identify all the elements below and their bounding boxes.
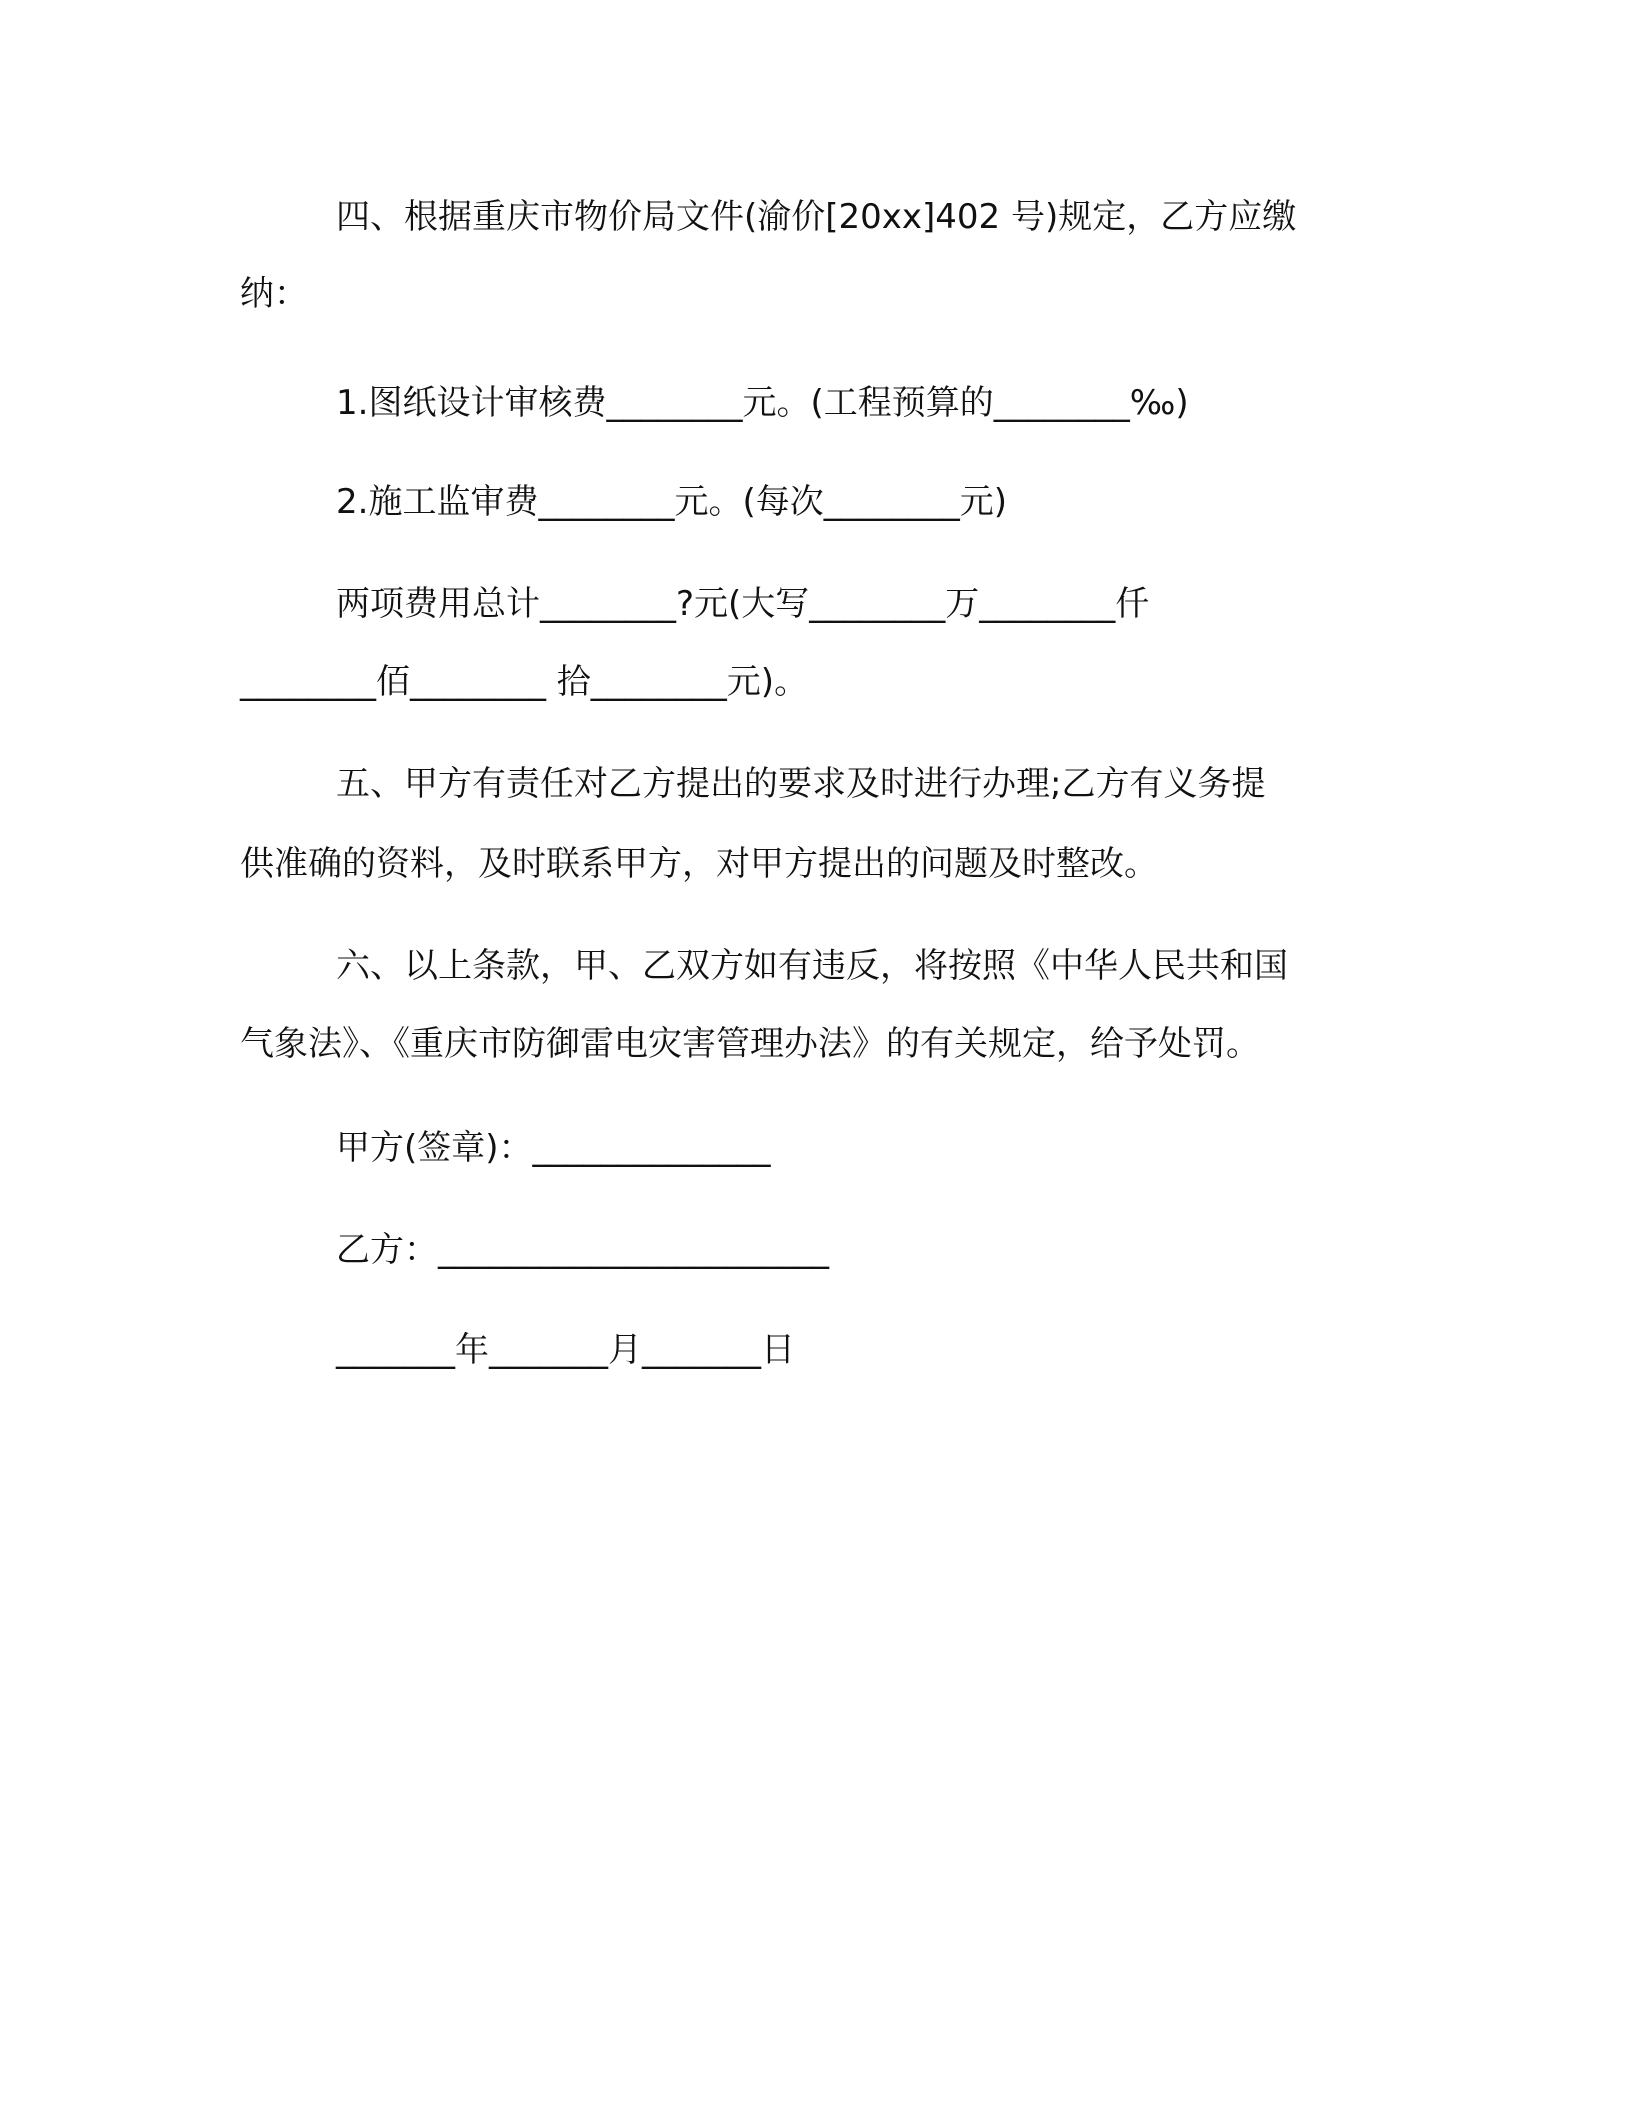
party-a-signature-line: 甲方(签章)：______________ xyxy=(336,1128,771,1168)
fee-total-line-2: ________佰________ 拾________元)。 xyxy=(240,662,809,702)
clause-6-line-2: 气象法》、《重庆市防御雷电灾害管理办法》的有关规定，给予处罚。 xyxy=(240,1024,1260,1064)
clause-5-line-2: 供准确的资料，及时联系甲方，对甲方提出的问题及时整改。 xyxy=(240,844,1158,884)
fee-item-2: 2.施工监审费________元。(每次________元) xyxy=(336,482,1007,522)
clause-4-line-1: 四、根据重庆市物价局文件(渝价[20xx]402 号)规定，乙方应缴 xyxy=(336,197,1297,237)
clause-6-line-1: 六、以上条款，甲、乙双方如有违反，将按照《中华人民共和国 xyxy=(336,946,1288,986)
clause-4-line-2: 纳： xyxy=(240,274,308,314)
fee-item-1: 1.图纸设计审核费________元。(工程预算的________‰) xyxy=(336,383,1189,423)
clause-5-line-1: 五、甲方有责任对乙方提出的要求及时进行办理;乙方有义务提 xyxy=(336,764,1266,804)
party-b-signature-line: 乙方：_______________________ xyxy=(336,1230,829,1270)
date-line: _______年_______月_______日 xyxy=(336,1330,795,1370)
fee-total-line-1: 两项费用总计________?元(大写________万________仟 xyxy=(336,584,1150,624)
